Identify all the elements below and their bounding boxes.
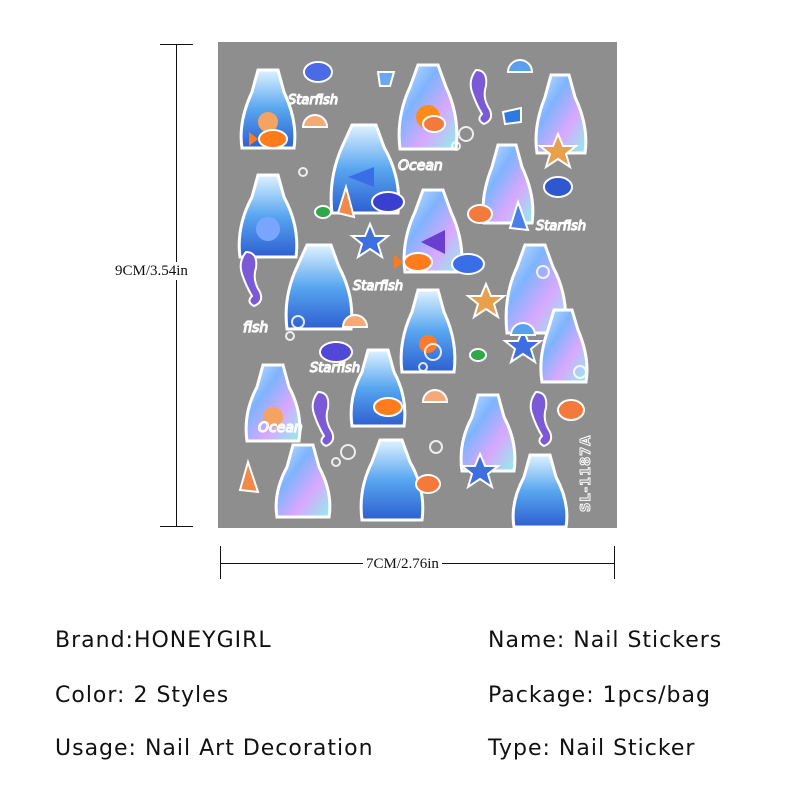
bag-sticker — [513, 455, 567, 527]
word-sticker: Ocean — [398, 158, 443, 174]
bag-sticker — [239, 175, 297, 257]
spec-brand: Brand:HONEYGIRL — [55, 628, 272, 653]
spec-color: Color: 2 Styles — [55, 683, 230, 708]
word-sticker: Starfish — [310, 361, 361, 376]
word-sticker: Starfish — [288, 93, 339, 108]
spec-usage: Usage: Nail Art Decoration — [55, 736, 374, 761]
spec-package: Package: 1pcs/bag — [488, 683, 711, 708]
width-dimension-cap-left — [220, 546, 221, 579]
word-sticker: Starfish — [536, 219, 587, 234]
word-sticker: fish — [243, 320, 269, 336]
sticker-sheet-art — [218, 42, 617, 528]
bag-sticker — [461, 395, 515, 471]
height-dimension-line — [176, 44, 177, 526]
word-sticker: Starfish — [353, 279, 404, 294]
height-dimension-cap-top — [160, 44, 193, 45]
bag-sticker — [401, 290, 455, 372]
word-sticker: Ocean — [258, 420, 303, 436]
spec-name: Name: Nail Stickers — [488, 628, 723, 653]
sheet-code-label: SL-1187A — [579, 434, 594, 512]
height-dimension-cap-bottom — [160, 526, 193, 527]
sticker-sheet — [218, 42, 617, 528]
bag-sticker — [361, 440, 423, 520]
bag-sticker — [276, 445, 330, 517]
bag-sticker — [399, 65, 457, 149]
width-label: 7CM/2.76in — [363, 555, 442, 573]
height-label: 9CM/3.54in — [112, 262, 191, 280]
width-dimension-cap-right — [614, 546, 615, 579]
spec-type: Type: Nail Sticker — [488, 736, 696, 761]
